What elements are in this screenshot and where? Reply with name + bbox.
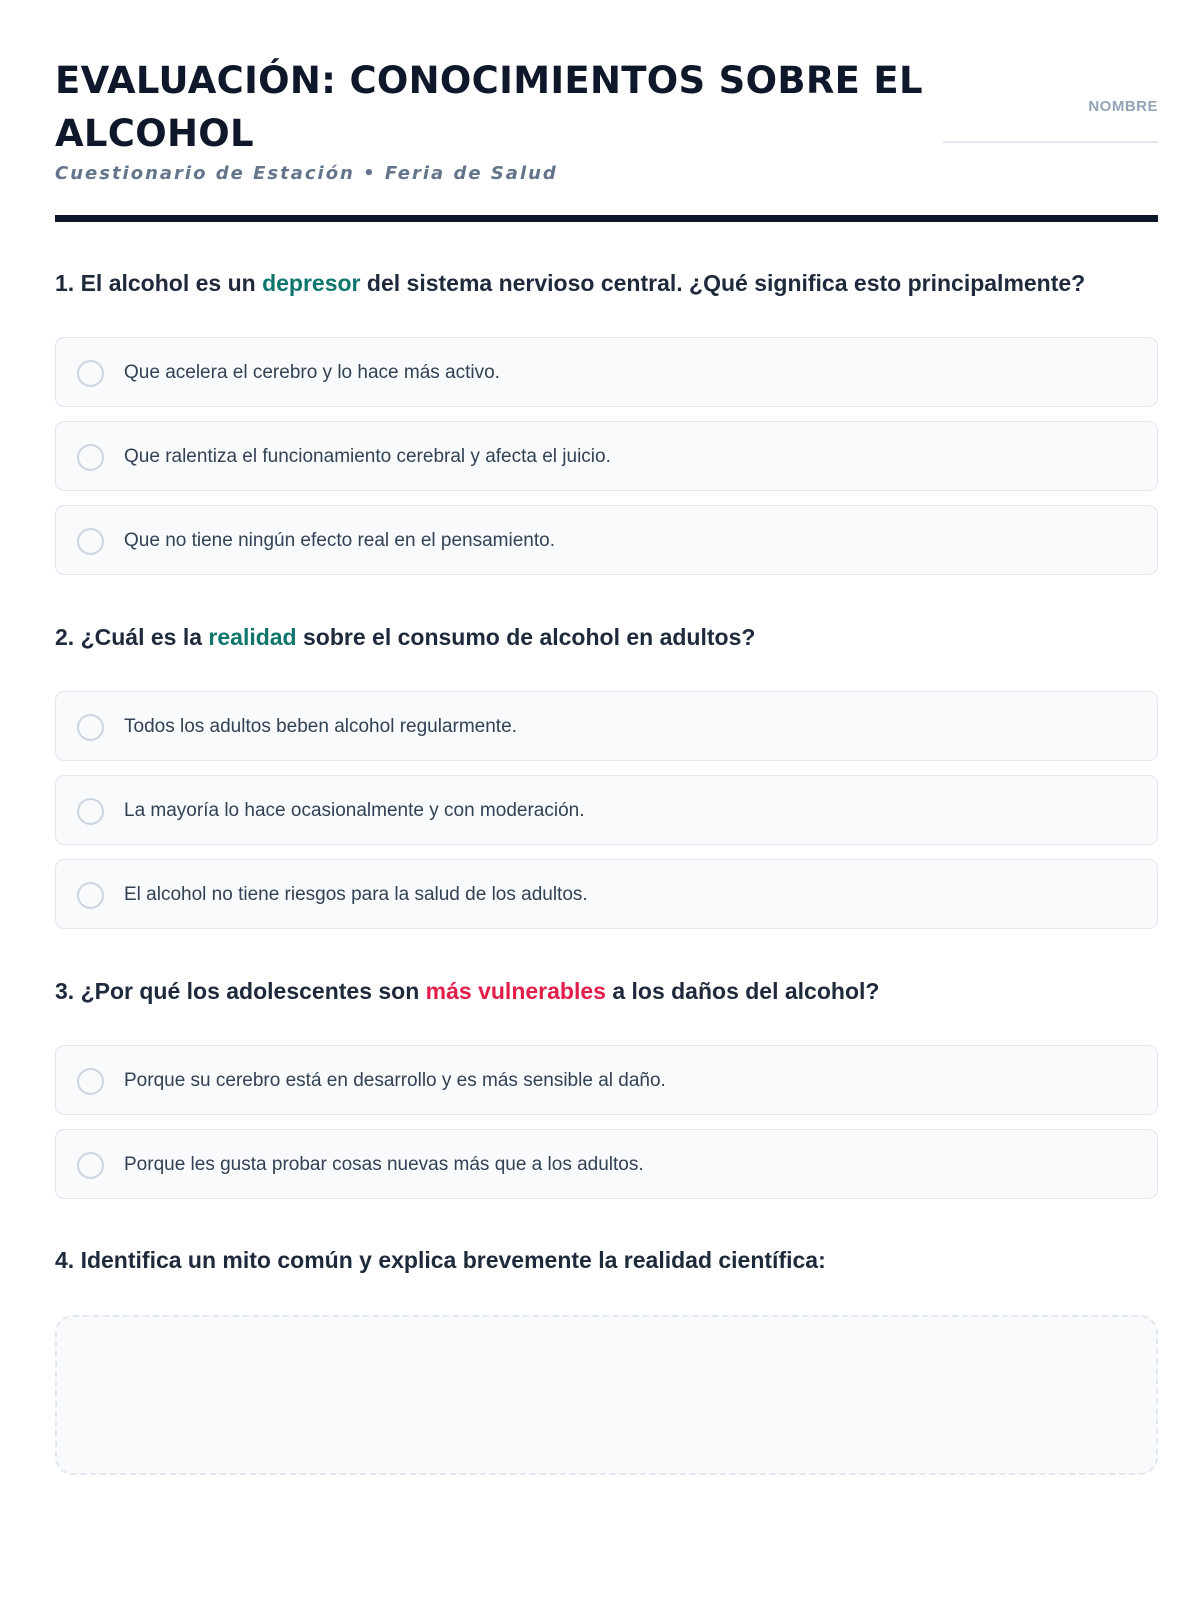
option-label: Porque su cerebro está en desarrollo y es más sensible al daño. [124,1070,666,1091]
question-2-text: 2. ¿Cuál es la realidad sobre el consumo de alcohol en adultos? [55,624,756,650]
option-label: El alcohol no tiene riesgos para la salud de los adultos. [124,884,588,905]
answer-textarea[interactable] [55,1315,1158,1475]
name-underline[interactable] [943,141,1158,143]
question-1-option-1[interactable] [55,337,1158,407]
radio-button[interactable] [77,714,104,741]
page-subtitle: Cuestionario de Estación • Feria de Salud [55,163,558,184]
question-4 [55,1245,1158,1275]
option-label: Que acelera el cerebro y lo hace más activo. [124,362,500,383]
header-divider [55,215,1158,222]
option-label: Que no tiene ningún efecto real en el pensamiento. [124,530,555,551]
question-3 [55,976,1158,1006]
header [55,0,1158,222]
question-3-keyword: más vulnerables [425,978,606,1004]
name-field[interactable] [943,98,1158,143]
option-label: Porque les gusta probar cosas nuevas más que a los adultos. [124,1154,644,1175]
question-1-keyword: depresor [262,270,361,296]
radio-button[interactable] [77,444,104,471]
question-4-text: 4. Identifica un mito común y explica brevemente la realidad científica: [55,1247,826,1273]
radio-button[interactable] [77,798,104,825]
option-label: Que ralentiza el funcionamiento cerebral y afecta el juicio. [124,446,611,467]
radio-button[interactable] [77,1068,104,1095]
question-3-option-2[interactable] [55,1129,1158,1199]
question-1-text: 1. El alcohol es un depresor del sistema nervioso central. ¿Qué significa esto principalmente? [55,270,1086,296]
question-1-option-2[interactable] [55,421,1158,491]
question-2 [55,622,1158,652]
radio-button[interactable] [77,882,104,909]
page-title: EVALUACIÓN: CONOCIMIENTOS SOBRE EL ALCOHOL [55,59,923,155]
question-1-option-3[interactable] [55,505,1158,575]
radio-button[interactable] [77,528,104,555]
question-3-option-1[interactable] [55,1045,1158,1115]
quiz-page [55,0,1158,1273]
question-2-option-1[interactable] [55,691,1158,761]
question-2-option-2[interactable] [55,775,1158,845]
question-2-keyword: realidad [208,624,297,650]
option-label: Todos los adultos beben alcohol regularmente. [124,716,517,737]
option-label: La mayoría lo hace ocasionalmente y con moderación. [124,800,585,821]
question-3-text: 3. ¿Por qué los adolescentes son más vulnerables a los daños del alcohol? [55,978,880,1004]
radio-button[interactable] [77,360,104,387]
name-label: NOMBRE [1088,98,1158,115]
radio-button[interactable] [77,1152,104,1179]
question-1 [55,268,1158,298]
question-2-option-3[interactable] [55,859,1158,929]
